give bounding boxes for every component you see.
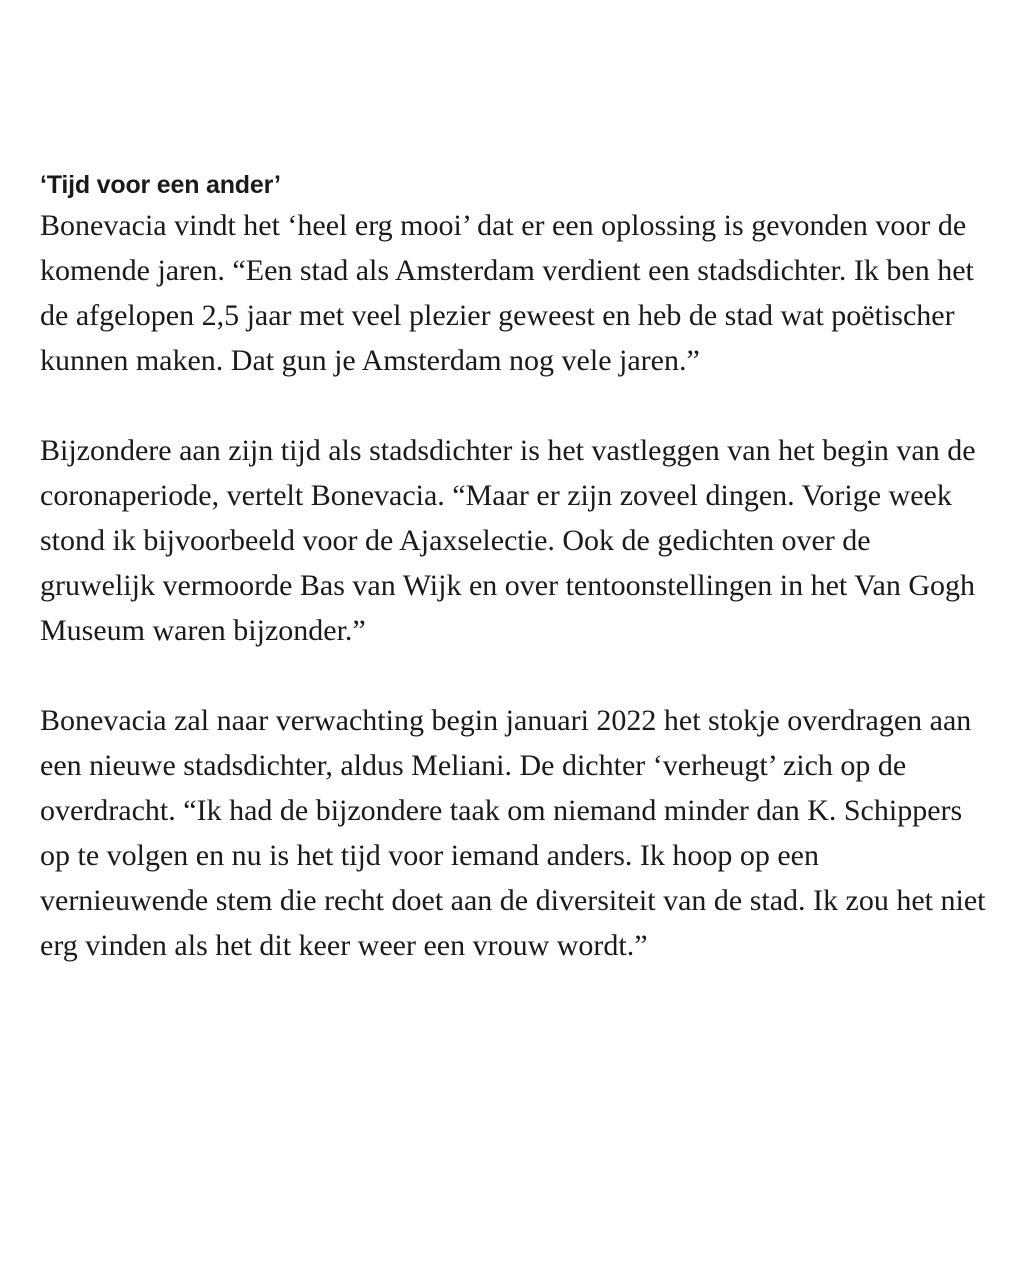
paragraph-3: Bonevacia zal naar verwachting begin januari 2022 het stokje overdragen aan een nieuwe stadsdichter, aldus Meliani. De dichter ‘verheugt’ zich op de overdracht. “Ik had de bijzondere taak om niemand minder dan K. Schippers op te volgen en nu is het tijd voor iemand anders. Ik hoop op een vernieuwende stem die recht doet aan de diversiteit van de stad. Ik zou het niet erg vinden als het dit keer weer een vrouw wordt.” xyxy=(40,704,986,962)
article-body xyxy=(40,165,990,1013)
section-heading: ‘Tijd voor een ander’ xyxy=(40,171,281,199)
paragraph-2: Bijzondere aan zijn tijd als stadsdichter is het vastleggen van het begin van de coronaperiode, vertelt Bonevacia. “Maar er zijn zoveel dingen. Vorige week stond ik bijvoorbeeld voor de Ajaxselectie. Ook de gedichten over de gruwelijk vermoorde Bas van Wijk en over tentoonstellingen in het Van Gogh Museum waren bijzonder.” xyxy=(40,434,976,647)
paragraph-1: Bonevacia vindt het ‘heel erg mooi’ dat er een oplossing is gevonden voor de komende jaren. “Een stad als Amsterdam verdient een stadsdichter. Ik ben het de afgelopen 2,5 jaar met veel plezier geweest en heb de stad wat poëtischer kunnen maken. Dat gun je Amsterdam nog vele jaren.” xyxy=(40,209,974,377)
